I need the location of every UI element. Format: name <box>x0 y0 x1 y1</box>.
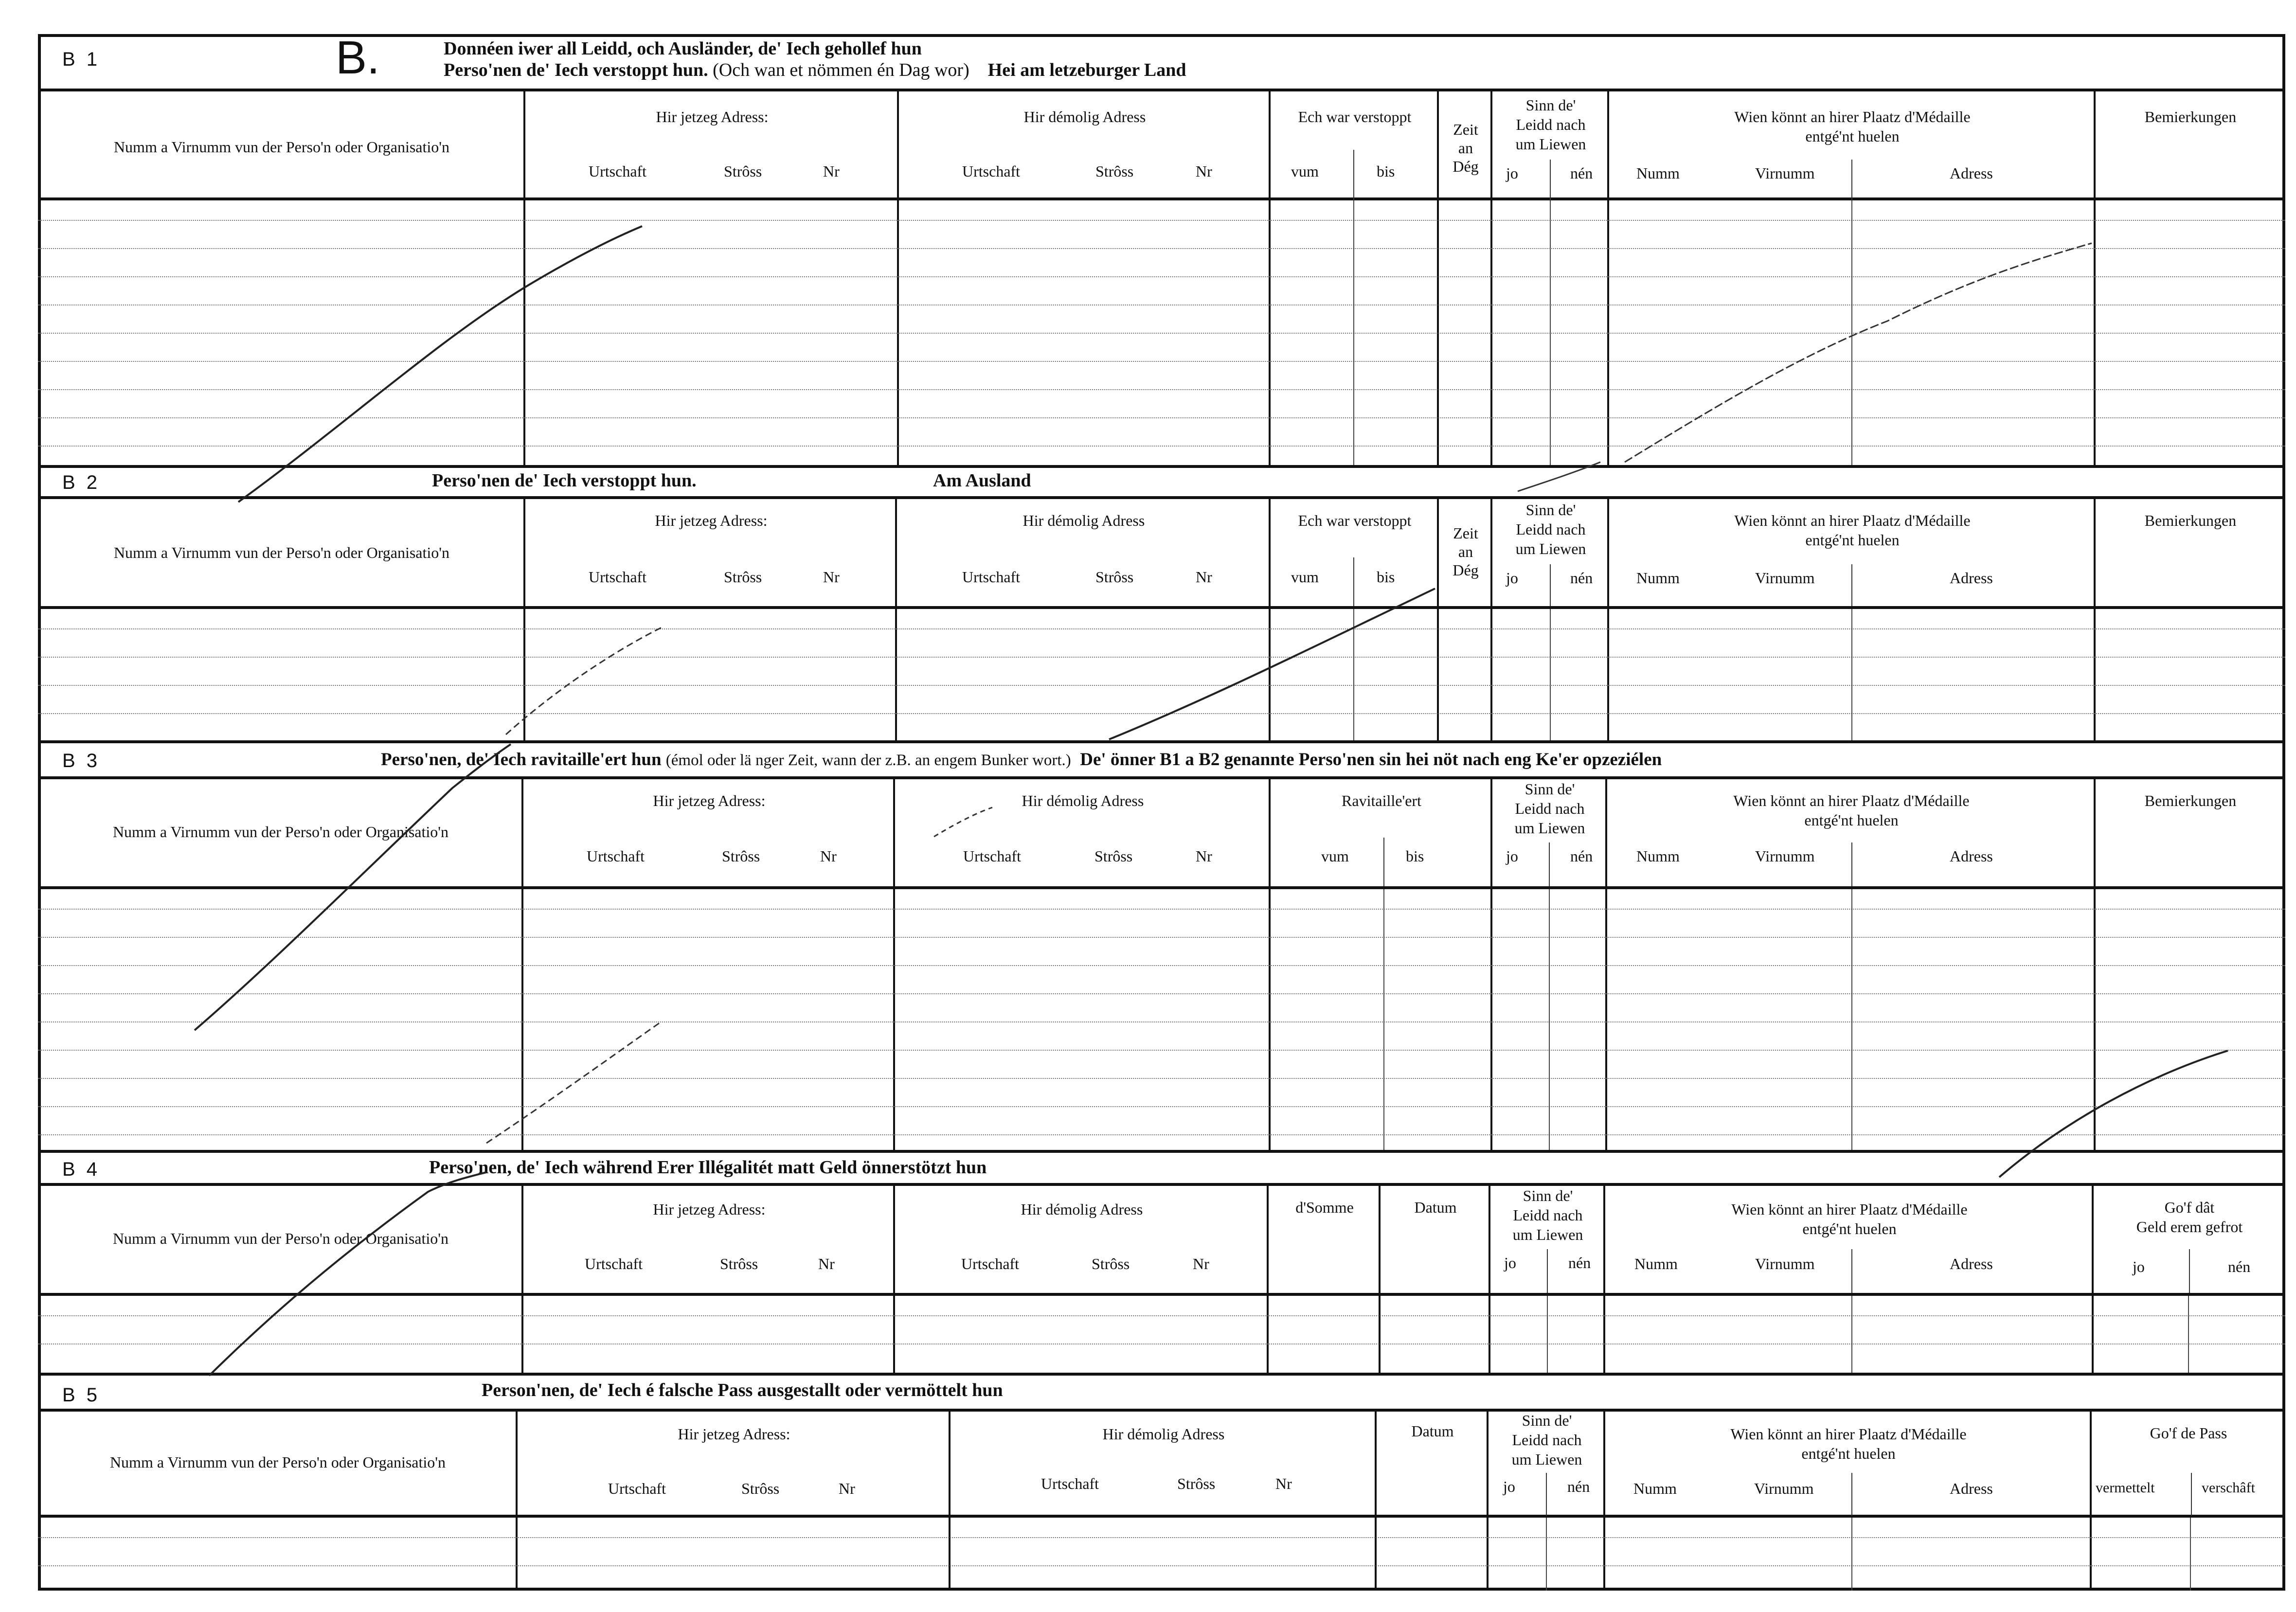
refund-label-2: Geld erem gefrot <box>2136 1218 2243 1236</box>
nr-label: Nr <box>1196 568 1212 586</box>
sum-label: d'Somme <box>1295 1199 1354 1216</box>
remarks-label: Bemierkungen <box>2144 792 2237 809</box>
name-column-label: Numm a Virnumm vun der Perso'n oder Organisatio'n <box>112 1230 449 1247</box>
section-b4-title: Perso'nen, de' Iech während Erer Illégalitét matt Geld önnerstötzt hun <box>429 1157 987 1178</box>
stross-label: Strôss <box>741 1480 780 1497</box>
stross-label: Strôss <box>720 1255 758 1272</box>
alive-label-1: Sinn de' <box>1522 1412 1572 1429</box>
section-b2-id: B 2 <box>62 472 101 493</box>
intro-line-2-bold: Perso'nen de' Iech verstoppt hun. <box>444 60 708 80</box>
urtschaft-label: Urtschaft <box>608 1480 666 1497</box>
passport-label: Go'f de Pass <box>2150 1424 2227 1442</box>
alive-label-3: um Liewen <box>1512 1226 1583 1243</box>
alive-label-3: um Liewen <box>1514 819 1585 837</box>
section-b1-id: B 1 <box>62 49 101 70</box>
numm-label: Numm <box>1634 1255 1678 1272</box>
jo-label: jo <box>1503 1478 1515 1495</box>
section-b5-title: Person'nen, de' Iech é falsche Pass ausgestallt oder vermöttelt hun <box>482 1380 1003 1400</box>
jo-label: jo <box>1506 847 1518 865</box>
virnumm-label: Virnumm <box>1755 569 1815 587</box>
nr-label: Nr <box>820 847 837 865</box>
medal-label-1: Wien könnt an hirer Plaatz d'Médaille <box>1730 1425 1967 1443</box>
nr-label: Nr <box>1193 1255 1209 1272</box>
time-label-2: an <box>1458 139 1473 157</box>
bis-label: bis <box>1377 568 1395 586</box>
name-column-label: Numm a Virnumm vun der Perso'n oder Organisatio'n <box>109 1453 446 1471</box>
urtschaft-label: Urtschaft <box>1041 1475 1099 1492</box>
section-b3-title-bold: Perso'nen, de' Iech ravitaille'ert hun <box>381 750 662 770</box>
adress-label: Adress <box>1950 164 1993 182</box>
jo-label: jo <box>1506 569 1518 587</box>
stross-label: Strôss <box>1092 1255 1130 1272</box>
jo-label: jo <box>2133 1258 2145 1275</box>
section-b2-title-right: Am Ausland <box>933 470 1031 491</box>
urtschaft-label: Urtschaft <box>587 847 645 865</box>
remarks-label: Bemierkungen <box>2144 108 2237 125</box>
nen-label: nén <box>1567 1478 1590 1495</box>
urtschaft-label: Urtschaft <box>585 1255 643 1272</box>
alive-label-1: Sinn de' <box>1525 96 1576 114</box>
alive-label-2: Leidd nach <box>1516 116 1586 133</box>
medal-label-2: entgé'nt huelen <box>1801 1445 1896 1462</box>
alive-label-2: Leidd nach <box>1515 800 1585 817</box>
alive-label-2: Leidd nach <box>1512 1431 1582 1449</box>
virnumm-label: Virnumm <box>1755 847 1815 865</box>
vum-label: vum <box>1291 568 1319 586</box>
virnumm-label: Virnumm <box>1755 164 1815 182</box>
nen-label: nén <box>1568 1254 1591 1272</box>
medal-label-2: entgé'nt huelen <box>1805 127 1900 145</box>
adress-label: Adress <box>1950 1480 1993 1497</box>
alive-label-3: um Liewen <box>1515 540 1586 557</box>
urtschaft-label: Urtschaft <box>961 1255 1020 1272</box>
time-label-2: an <box>1458 543 1473 560</box>
time-label-3: Dég <box>1453 561 1479 579</box>
bis-label: bis <box>1377 162 1395 180</box>
current-address-label: Hir jetzeg Adress: <box>653 1200 766 1218</box>
strike-mark-b3-right <box>1999 1051 2228 1177</box>
vum-label: vum <box>1291 162 1319 180</box>
numm-label: Numm <box>1636 164 1680 182</box>
urtschaft-label: Urtschaft <box>962 568 1021 586</box>
vermettelt-label: vermettelt <box>2096 1480 2155 1496</box>
time-label-1: Zeit <box>1453 524 1478 542</box>
bis-label: bis <box>1406 847 1424 865</box>
urtschaft-label: Urtschaft <box>963 847 1022 865</box>
time-label-1: Zeit <box>1453 121 1478 138</box>
hidden-period-label: Ech war verstoppt <box>1298 512 1412 529</box>
former-address-label: Hir démolig Adress <box>1022 512 1145 529</box>
numm-label: Numm <box>1636 847 1680 865</box>
section-b3-title-note: (émol oder lä nger Zeit, wann der z.B. an engem Bunker wort.) <box>665 752 1071 769</box>
current-address-label: Hir jetzeg Adress: <box>655 512 768 529</box>
refund-label-1: Go'f dât <box>2164 1199 2215 1216</box>
supplied-period-label: Ravitaille'ert <box>1342 792 1421 809</box>
name-column-label: Numm a Virnumm vun der Perso'n oder Organisatio'n <box>113 138 450 156</box>
alive-label-1: Sinn de' <box>1523 1187 1573 1204</box>
virnumm-label: Virnumm <box>1755 1255 1815 1272</box>
strike-mark-b3-small <box>934 807 992 837</box>
time-label-3: Dég <box>1453 158 1479 175</box>
urtschaft-label: Urtschaft <box>962 162 1021 180</box>
alive-label-1: Sinn de' <box>1525 501 1576 519</box>
nen-label: nén <box>1570 569 1593 587</box>
virnumm-label: Virnumm <box>1754 1480 1814 1497</box>
nen-label: nén <box>1570 164 1593 182</box>
hidden-period-label: Ech war verstoppt <box>1298 108 1412 125</box>
nr-label: Nr <box>839 1480 855 1497</box>
medal-label-1: Wien könnt an hirer Plaatz d'Médaille <box>1733 792 1970 809</box>
alive-label-3: um Liewen <box>1515 135 1586 153</box>
former-address-label: Hir démolig Adress <box>1102 1425 1225 1443</box>
medal-label-2: entgé'nt huelen <box>1804 811 1899 829</box>
strike-mark-b3-left <box>195 744 511 1030</box>
nr-label: Nr <box>818 1255 835 1272</box>
nen-label: nén <box>1570 847 1593 865</box>
intro-line-2-paren: (Och wan et nömmen én Dag wor) <box>713 60 969 80</box>
intro-line-1: Donnéen iwer all Leidd, och Ausländer, de' Iech gehollef hun <box>444 38 922 59</box>
alive-label-3: um Liewen <box>1511 1451 1582 1468</box>
strike-mark-b2-right <box>1109 589 1435 739</box>
stross-label: Strôss <box>1095 568 1134 586</box>
remarks-label: Bemierkungen <box>2144 512 2237 529</box>
alive-label-2: Leidd nach <box>1516 520 1586 538</box>
nr-label: Nr <box>823 568 840 586</box>
name-column-label: Numm a Virnumm vun der Perso'n oder Organisatio'n <box>113 544 450 561</box>
medal-label-2: entgé'nt huelen <box>1805 531 1900 549</box>
jo-label: jo <box>1504 1254 1516 1272</box>
strike-mark-b1-right <box>1625 243 2092 462</box>
medal-label-2: entgé'nt huelen <box>1802 1220 1897 1237</box>
strike-mark-b1-tail <box>1518 462 1600 491</box>
section-b2-title: Perso'nen de' Iech verstoppt hun. <box>432 470 697 491</box>
strike-mark-b1-left <box>238 226 642 502</box>
medal-label-1: Wien könnt an hirer Plaatz d'Médaille <box>1734 512 1971 529</box>
stross-label: Strôss <box>1177 1475 1216 1492</box>
medal-label-1: Wien könnt an hirer Plaatz d'Médaille <box>1734 108 1971 125</box>
section-b3-title-end: De' önner B1 a B2 genannte Perso'nen sin hei nöt nach eng Ke'er opzeziélen <box>1080 750 1662 770</box>
medal-label-1: Wien könnt an hirer Plaatz d'Médaille <box>1731 1200 1968 1218</box>
nen-label: nén <box>2228 1258 2251 1275</box>
strike-mark-b4-left <box>209 1172 486 1376</box>
current-address-label: Hir jetzeg Adress: <box>653 792 766 809</box>
current-address-label: Hir jetzeg Adress: <box>678 1425 790 1443</box>
stross-label: Strôss <box>1095 162 1134 180</box>
strike-mark-b3-middle <box>486 1021 662 1143</box>
adress-label: Adress <box>1950 569 1993 587</box>
adress-label: Adress <box>1950 1255 1993 1272</box>
urtschaft-label: Urtschaft <box>589 568 647 586</box>
section-letter: B. <box>336 32 380 84</box>
nr-label: Nr <box>823 162 840 180</box>
alive-label-1: Sinn de' <box>1525 780 1575 798</box>
strike-mark-b2-left <box>506 627 662 734</box>
stross-label: Strôss <box>722 847 760 865</box>
former-address-label: Hir démolig Adress <box>1021 1200 1143 1218</box>
nr-label: Nr <box>1196 847 1212 865</box>
jo-label: jo <box>1506 164 1518 182</box>
date-label: Datum <box>1414 1199 1457 1216</box>
adress-label: Adress <box>1950 847 1993 865</box>
verschaft-label: verschâft <box>2202 1480 2255 1496</box>
intro-line-2-end: Hei am letzeburger Land <box>987 60 1186 80</box>
vum-label: vum <box>1321 847 1349 865</box>
section-b3-id: B 3 <box>62 750 101 771</box>
date-label: Datum <box>1411 1422 1454 1440</box>
section-b5-id: B 5 <box>62 1384 101 1406</box>
name-column-label: Numm a Virnumm vun der Perso'n oder Organisatio'n <box>112 823 449 841</box>
numm-label: Numm <box>1633 1480 1677 1497</box>
numm-label: Numm <box>1636 569 1680 587</box>
former-address-label: Hir démolig Adress <box>1022 792 1144 809</box>
stross-label: Strôss <box>724 568 762 586</box>
former-address-label: Hir démolig Adress <box>1023 108 1146 125</box>
stross-label: Strôss <box>1094 847 1133 865</box>
urtschaft-label: Urtschaft <box>589 162 647 180</box>
nr-label: Nr <box>1196 162 1212 180</box>
stross-label: Strôss <box>724 162 762 180</box>
alive-label-2: Leidd nach <box>1513 1206 1583 1224</box>
nr-label: Nr <box>1275 1475 1292 1492</box>
section-b4-id: B 4 <box>62 1159 101 1180</box>
current-address-label: Hir jetzeg Adress: <box>656 108 769 125</box>
